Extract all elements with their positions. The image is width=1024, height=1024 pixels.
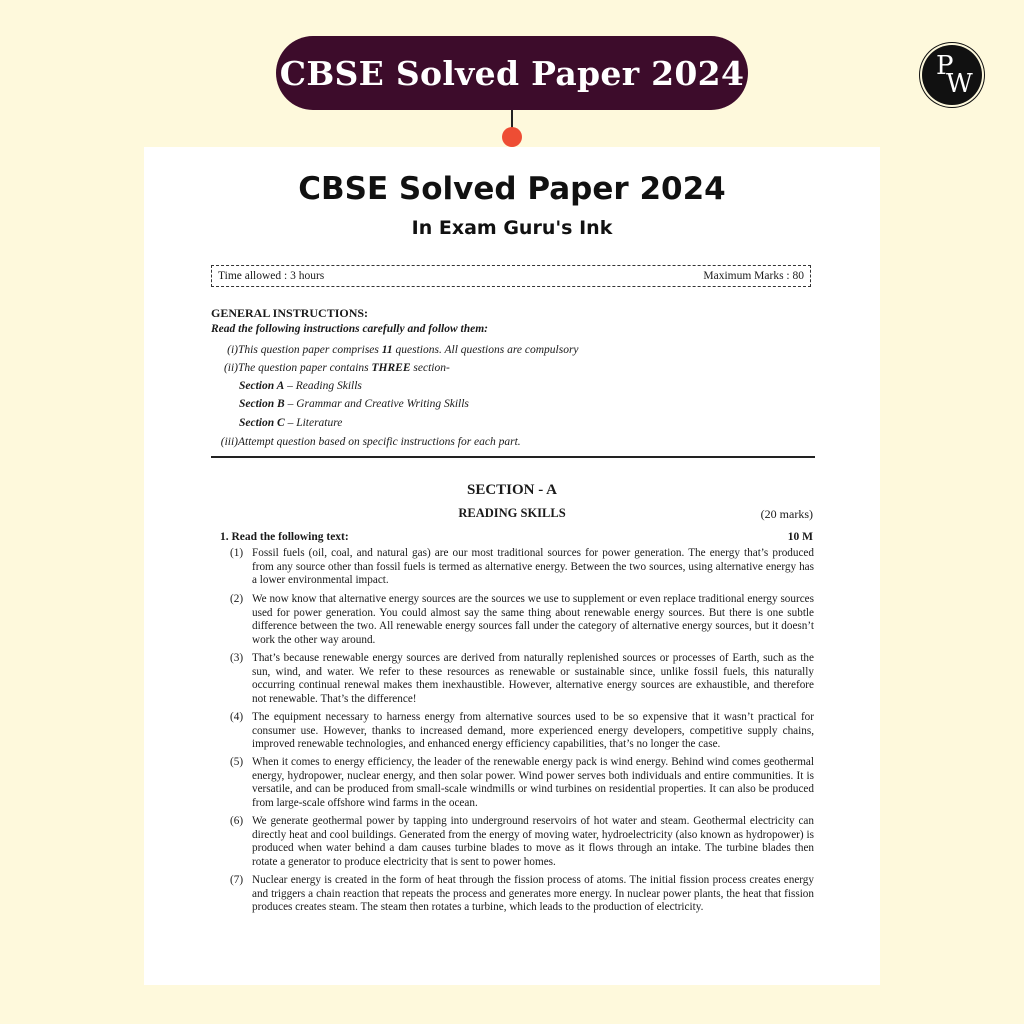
pin-dot-icon: [502, 127, 522, 147]
general-instructions-heading: GENERAL INSTRUCTIONS:: [211, 306, 369, 320]
instruction-text: The question paper contains THREE section-: [238, 362, 450, 374]
section-a-line: Section A – Reading Skills: [239, 380, 362, 392]
pw-logo-icon: [922, 45, 982, 105]
instruction-text: This question paper comprises 11 questions. All questions are compulsory: [238, 344, 579, 356]
page-subtitle: In Exam Guru's Ink: [411, 217, 613, 239]
passage-paragraph: (4) The equipment necessary to harness energy from alternative sources used to be so expensive that it wasn’t practical for consumer use. However, thanks to increased demand, more experienced energy developers, competitive supply chains, improved renewable technologies, and enhanced energy efficiency capabilities, that’s no longer the case.: [230, 711, 814, 751]
logo-letter-w: W: [946, 69, 973, 99]
section-c-line: Section C – Literature: [239, 417, 343, 429]
passage-paragraph: (3) That’s because renewable energy sources are derived from naturally replenished sources or processes of Earth, such as the sun, wind, and water. We refer to these resources as renewable or sustainable since, unlike fossil fuels, this naturally occurring continual renewal makes them inexhaustible. However, alternative energy sources are exhaustible, and therefore not renewable. That’s the difference!: [230, 652, 814, 705]
instruction-text: Attempt question based on specific instructions for each part.: [238, 436, 521, 448]
question-label: 1. Read the following text:: [220, 531, 349, 543]
page-title: CBSE Solved Paper 2024: [298, 171, 726, 207]
general-instructions-subheading: Read the following instructions carefully and follow them:: [211, 323, 488, 335]
section-title: SECTION - A: [466, 482, 558, 498]
title-banner: [276, 36, 748, 110]
instruction-item: (ii) The question paper contains THREE section-: [223, 362, 450, 374]
instruction-item: (i) This question paper comprises 11 questions. All questions are compulsory: [227, 344, 579, 356]
passage-paragraph: (2) We now know that alternative energy sources are the sources we use to supplement or even replace traditional energy sources used for power generation. You could almost say the same thing about renewable energy sources. But there is one subtle difference between the two. All renewable energy sources fall under the category of alternative energy sources, but it doesn’t work the other way around.: [230, 593, 814, 646]
question-paper: [144, 147, 880, 985]
logo-letter-p: P: [936, 51, 954, 81]
question-marks: 10 M: [787, 531, 813, 543]
section-subtitle: READING SKILLS: [458, 506, 566, 520]
exam-info-box: [211, 265, 811, 287]
time-allowed: Time allowed : 3 hours: [218, 270, 325, 282]
passage-paragraph: (1) Fossil fuels (oil, coal, and natural gas) are our most traditional sources for power generation. The energy that’s produced from any source other than fossil fuels is termed as alternative energy. Between the two sources, using alternative energy has a lower environmental impact.: [230, 547, 814, 587]
maximum-marks: Maximum Marks : 80: [703, 270, 804, 282]
passage-paragraph: (5) When it comes to energy efficiency, the leader of the renewable energy pack is wind energy. Behind wind comes geothermal energy, hydropower, nuclear energy, and then solar power. Wind power serves both individuals and entire communities. It is versatile, and can be produced from small-scale windmills or wind turbines on residential properties. It can also be produced from large-scale offshore wind farms in the ocean.: [230, 756, 814, 809]
section-b-line: Section B – Grammar and Creative Writing Skills: [239, 398, 469, 410]
passage-paragraph: (7) Nuclear energy is created in the form of heat through the fission process of atoms. The initial fission process creates energy and triggers a chain reaction that repeats the process and generates more energy. In nuclear power plants, the heat that fission produces creates steam. The steam then rotates a turbine, which leads to the production of electricity.: [230, 874, 814, 914]
divider: [211, 456, 815, 458]
passage-paragraph: (6) We generate geothermal power by tapping into underground reservoirs of hot water and steam. Geothermal electricity can directly heat and cool buildings. Generated from the energy of moving water, hydroelectricity (also known as hydropower) is produced when water behind a dam causes turbine blades to move as it flows through an intake. The turbine blades then rotate a generator to produce electricity that is sent to power homes.: [230, 815, 814, 868]
section-marks: (20 marks): [760, 507, 813, 521]
banner-title: CBSE Solved Paper 2024: [279, 53, 745, 93]
instruction-item: (iii) Attempt question based on specific instructions for each part.: [220, 436, 521, 448]
